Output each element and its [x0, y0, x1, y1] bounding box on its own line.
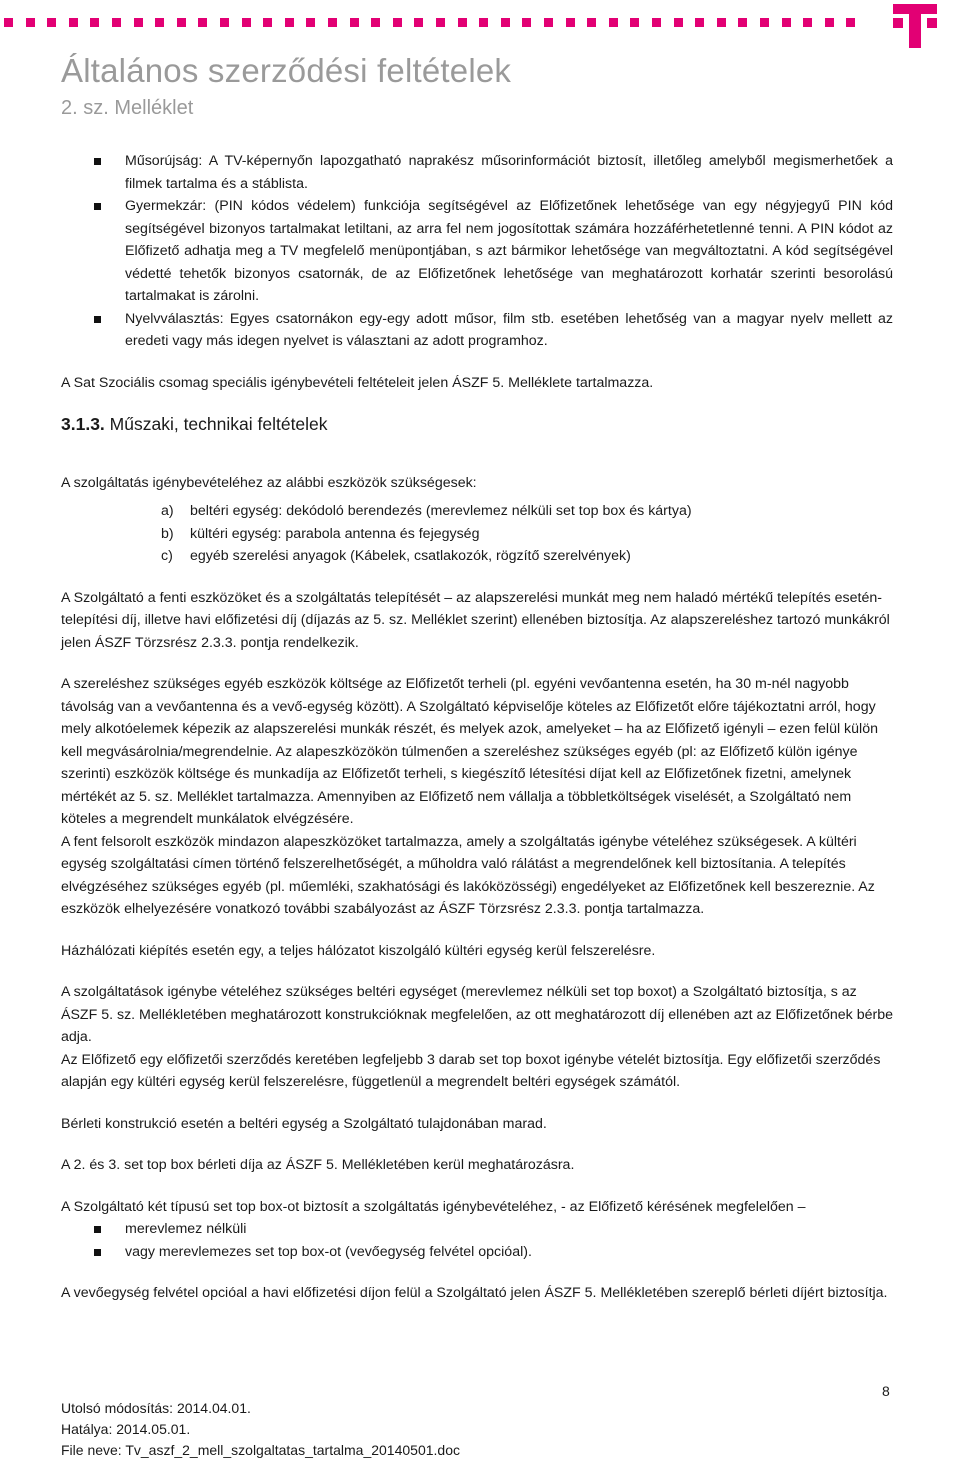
brand-dot	[112, 18, 121, 27]
paragraph: Bérleti konstrukció esetén a beltéri egység a Szolgáltató tulajdonában marad.	[61, 1115, 547, 1132]
footer-modified: Utolsó módosítás: 2014.04.01.	[61, 1400, 251, 1416]
brand-dot	[630, 18, 639, 27]
brand-dot	[285, 18, 294, 27]
settop-bullet-list	[61, 1218, 893, 1263]
brand-dot	[4, 18, 13, 27]
paragraph: A fent felsorolt eszközök mindazon alapeszközöket tartalmazza, amely a szolgáltatás igénybe vételéhez szükségesek. A kültéri egység szolgáltatási címen történő felszerelhetőségét, a műholdra való rálátást a megrendelőnek kell biztosítania. A telepítés elvégzéséhez szükséges egyéb (pl. műemléki, szakhatósági és lakóközösségi) engedélyeket az Előfizetőnek kell beszereznie. Az eszközök elhelyezésére vonatkozó további szabályozást az ÁSZF Törzsrész 2.3.3. pontja tartalmazza.	[61, 833, 875, 917]
bullet-text: vagy merevlemezes set top box-ot (vevőegység felvétel opcióal).	[125, 1243, 532, 1260]
paragraph-sat: A Sat Szociális csomag speciális igénybevételi feltételeit jelen ÁSZF 5. Melléklete tartalmazza.	[61, 374, 654, 391]
brand-dot-row	[0, 14, 960, 34]
list-marker: a)	[161, 503, 174, 519]
brand-dot	[522, 18, 531, 27]
bullet-text: A TV-képernyőn lapozgatható naprakész műsorinformációt biztosít, illetőleg amelyből megismerhetőek a filmek tartalma és a stáblista.	[125, 153, 893, 192]
brand-dot	[566, 18, 575, 27]
brand-dot	[242, 18, 251, 27]
brand-dot	[198, 18, 207, 27]
brand-dot	[544, 18, 553, 27]
list-item	[61, 150, 893, 195]
brand-dot	[479, 18, 488, 27]
document-body	[61, 150, 893, 1305]
brand-dot	[414, 18, 423, 27]
brand-dot	[674, 18, 683, 27]
paragraph: A 2. és 3. set top box bérleti díja az ÁSZF 5. Mellékletében kerül meghatározásra.	[61, 1157, 575, 1173]
logo-dot	[927, 18, 937, 28]
square-bullet-icon	[94, 1226, 101, 1233]
brand-dot	[69, 18, 78, 27]
square-bullet-icon	[94, 316, 101, 323]
bullet-text: merevlemez nélküli	[125, 1221, 247, 1237]
paragraph: A Szolgáltató két típusú set top box-ot biztosít a szolgáltatás igénybevételéhez, - az Előfizető kérésének megfelelően –	[61, 1198, 806, 1215]
document-subtitle: 2. sz. Melléklet	[61, 97, 194, 119]
paragraph: A Szolgáltató a fenti eszközöket és a szolgáltatás telepítését – az alapszerelési munkát meg nem haladó mértékű telepítés esetén- telepítési díj, illetve havi előfizetési díj (díjazás az 5. sz. Melléklet szerint) ellenében biztosítja. Az alapszereléshez tartozó munkákról jelen ÁSZF Törzsrész 2.3.3. pontja rendelkezik.	[61, 589, 890, 651]
bullet-term: Műsorújság:	[125, 153, 203, 169]
section-heading	[61, 413, 893, 436]
brand-dot	[328, 18, 337, 27]
footer-filename: File neve: Tv_aszf_2_mell_szolgaltatas_tartalma_20140501.doc	[61, 1442, 460, 1458]
square-bullet-icon	[94, 1249, 101, 1256]
brand-dot	[760, 18, 769, 27]
paragraph: A szolgáltatások igénybe vételéhez szükséges beltéri egységet (merevlemez nélküli set top boxot) a Szolgáltató biztosítja, s az ÁSZF 5. sz. Mellékletében meghatározott konstrukcióknak megfelelően, az ott meghatározott díj ellenében azt az Előfizetőnek bérbe adja.	[61, 984, 894, 1045]
equipment-list	[61, 500, 893, 568]
page-number: 8	[882, 1383, 890, 1399]
brand-dot	[26, 18, 35, 27]
bullet-text: Egyes csatornákon egy-egy adott műsor, film stb. esetében lehetőség van a magyar nyelv mellett az eredeti vagy más idegen nyelvet is választani az adott programhoz.	[125, 310, 893, 349]
list-text: egyéb szerelési anyagok (Kábelek, csatlakozók, rögzítő szerelvények)	[190, 548, 631, 564]
brand-dot	[47, 18, 56, 27]
square-bullet-icon	[94, 158, 101, 165]
list-item	[61, 195, 893, 308]
bullet-term: Gyermekzár:	[125, 198, 207, 214]
paragraph: A szereléshez szükséges egyéb eszközök költsége az Előfizetőt terheli (pl. egyéni vevőantenna esetén, ha 30 m-nél nagyobb távolság van a vevőantenna és a vevő-egység között). A Szolgáltató képviselője köteles az Előfizetőt előre tájékoztatni arról, hogy mely alkotóelemek képezik az alapszerelési munkák részét, és melyek azok, amelyeket – ha az Előfizető igényli – ezen felül külön kell megvásárolnia/megrendelnie. Az alapeszközökön túlmenően a szereléshez szükséges egyéb (pl: az Előfizető külön igénye szerinti) eszközök költsége és munkadíja az Előfizetőt terheli, s kiegészítő létesítési díjat kell az Előfizetőnek fizetni, amelynek mértékét az 5. sz. Melléklet tartalmazza. Amennyiben az Előfizető nem vállalja a többletköltségek viselését, a Szolgáltató nem köteles a megrendelt munkálatok elvégzésére.	[61, 676, 878, 827]
document-footer	[61, 1398, 460, 1461]
brand-dot	[371, 18, 380, 27]
list-item	[61, 545, 893, 568]
list-item	[61, 523, 893, 546]
telekom-t-logo	[893, 4, 937, 48]
list-item	[61, 1218, 893, 1241]
brand-dot	[155, 18, 164, 27]
brand-dot	[350, 18, 359, 27]
list-item	[61, 1241, 893, 1264]
brand-dot	[803, 18, 812, 27]
list-item	[61, 500, 893, 523]
brand-dot	[501, 18, 510, 27]
section-number: 3.1.3.	[61, 414, 105, 434]
list-item	[61, 308, 893, 353]
brand-dot	[177, 18, 186, 27]
brand-dot	[738, 18, 747, 27]
brand-dot	[134, 18, 143, 27]
brand-dot	[652, 18, 661, 27]
feature-bullet-list	[61, 150, 893, 353]
brand-dot	[436, 18, 445, 27]
logo-dot	[893, 18, 903, 28]
brand-dot	[846, 18, 855, 27]
paragraph: A vevőegység felvétel opcióal a havi előfizetési díjon felül a Szolgáltató jelen ÁSZF 5. Mellékletében szereplő bérleti díjért biztosítja.	[61, 1285, 888, 1301]
section-title: Műszaki, technikai feltételek	[104, 414, 328, 434]
brand-dot	[263, 18, 272, 27]
document-title: Általános szerződési feltételek	[61, 52, 512, 89]
paragraph-intro: A szolgáltatás igénybevételéhez az alábbi eszközök szükségesek:	[61, 474, 477, 491]
square-bullet-icon	[94, 203, 101, 210]
brand-dot	[695, 18, 704, 27]
brand-dot	[306, 18, 315, 27]
footer-effective: Hatálya: 2014.05.01.	[61, 1421, 191, 1437]
list-marker: b)	[161, 525, 174, 542]
bullet-text: (PIN kódos védelem) funkciója segítségével az Előfizetőnek lehetősége van egy négyjegyű PIN kód segítségével bizonyos tartalmakat letiltani, az arra fel nem jogosítottak számára hozzáférhetetlenné tenni. A PIN kódot az Előfizető adhatja meg a TV megfelelő menüpontjában, s azt bármikor lehetősége van megváltoztatni. A kód segítségével védetté tehetők bizonyos csatornák, de az Előfizetőnek lehetősége van meghatározott korhatár szerinti besorolású tartalmakat is zárolni.	[125, 198, 893, 304]
bullet-term: Nyelvválasztás:	[125, 310, 224, 327]
brand-dot	[90, 18, 99, 27]
paragraph: Az Előfizető egy előfizetői szerződés keretében legfeljebb 3 darab set top boxot igénybe vételét biztosítja. Egy előfizetői szerződés alapján egy kültéri egység kerül felszerelésre, függetlenül a megrendelt beltéri egységek számától.	[61, 1051, 881, 1090]
brand-dot	[825, 18, 834, 27]
brand-dot	[609, 18, 618, 27]
paragraph: Házhálózati kiépítés esetén egy, a teljes hálózatot kiszolgáló kültéri egység kerül felszerelésre.	[61, 942, 656, 959]
brand-dot	[782, 18, 791, 27]
list-text: kültéri egység: parabola antenna és fejegység	[190, 525, 480, 542]
brand-dot	[458, 18, 467, 27]
brand-dot	[587, 18, 596, 27]
list-marker: c)	[161, 548, 173, 564]
list-text: beltéri egység: dekódoló berendezés (merevlemez nélküli set top box és kártya)	[190, 503, 692, 519]
brand-dot	[393, 18, 402, 27]
brand-dot	[220, 18, 229, 27]
brand-dot	[717, 18, 726, 27]
